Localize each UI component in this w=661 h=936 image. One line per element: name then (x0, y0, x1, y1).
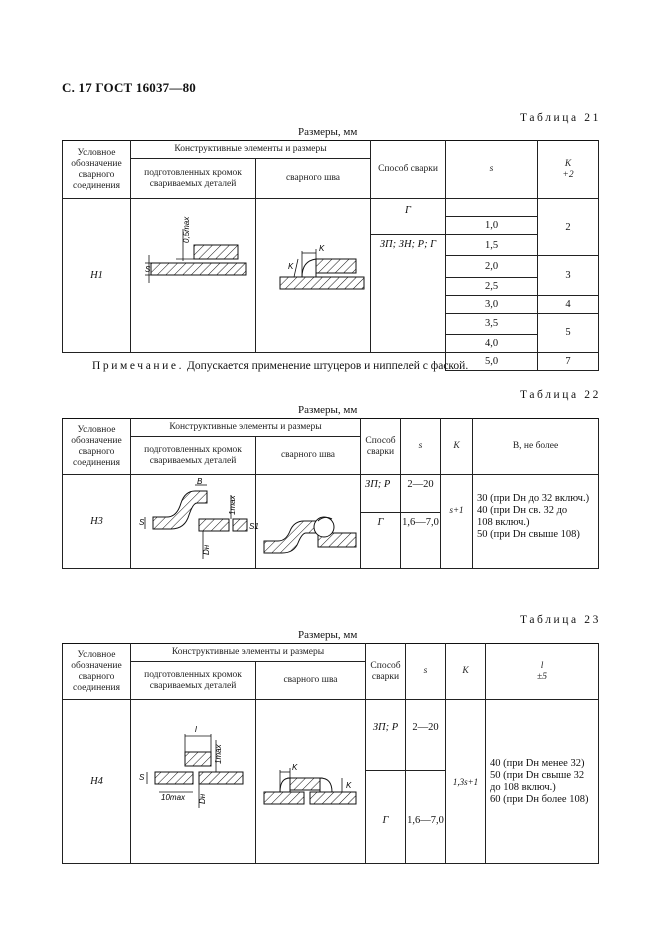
weld-header: сварного шва (256, 662, 366, 700)
method-zp-r: ЗП; Р (366, 700, 406, 771)
b-line: 50 (при Dн свыше 108) (477, 529, 580, 540)
l-cell (486, 700, 599, 864)
k-header: K (441, 419, 473, 475)
k-cell: 7 (538, 353, 599, 371)
page-header: С. 17 ГОСТ 16037—80 (62, 80, 196, 95)
weld-header: сварного шва (256, 159, 371, 199)
k-cell: 1,3s+1 (446, 700, 486, 864)
prepared-edges-header: подготовленных кромок свариваемых деталей (131, 159, 256, 199)
s-cell: 3,5 (446, 313, 538, 334)
prepared-edges-drawing (131, 199, 256, 353)
s-cell: 3,0 (446, 295, 538, 313)
k-cell: 4 (538, 295, 599, 313)
k-header: K +2 (538, 141, 599, 199)
svg-text:S1: S1 (249, 522, 259, 531)
joint-code: Н3 (63, 475, 131, 569)
b-cell (473, 475, 599, 569)
svg-text:Dн: Dн (202, 544, 211, 555)
joint-code: Н1 (63, 199, 131, 353)
b-line: 30 (при Dн до 32 включ.) (477, 493, 590, 504)
svg-text:1max: 1max (214, 744, 223, 764)
s-cell: 4,0 (446, 335, 538, 353)
k-label: K (319, 244, 325, 253)
s-header: s (401, 419, 441, 475)
struct-elements-header: Конструктивные элементы и размеры (131, 141, 371, 159)
k-cell: s+1 (441, 475, 473, 569)
k-header: K (446, 644, 486, 700)
edges-drawing-h3 (131, 475, 259, 565)
s-header: s (446, 141, 538, 199)
s-cell: 2,5 (446, 277, 538, 295)
svg-text:B: B (197, 477, 203, 486)
weld-drawing (256, 199, 371, 353)
svg-text:S: S (145, 265, 151, 274)
prepared-edges-drawing (131, 475, 259, 569)
method-zp-r: ЗП; Р (361, 475, 401, 513)
table21-caption: Таблица 21 (520, 112, 601, 124)
designation-header: Условное обозначение сварного соединения (63, 644, 131, 700)
edges-drawing-h1 (131, 199, 256, 349)
svg-text:Dн: Dн (198, 793, 207, 804)
l-line: 40 (при Dн менее 32) (490, 757, 585, 769)
svg-text:S: S (139, 773, 145, 782)
b-line: 108 включ.) (477, 517, 530, 528)
svg-text:l: l (195, 725, 197, 734)
weld-drawing-h4 (256, 700, 366, 860)
k-cell: 2 (538, 199, 599, 256)
method-group: ЗП; ЗН; Р; Г (371, 235, 446, 353)
method-header: Способ сварки (371, 141, 446, 199)
svg-text:S: S (139, 518, 145, 527)
l-line: 50 (при Dн свыше 32 (490, 769, 585, 781)
weld-header: сварного шва (256, 437, 361, 475)
prepared-edges-header: подготовленных кромок свариваемых деталей (131, 437, 256, 475)
edges-drawing-h4 (131, 700, 256, 860)
table22-caption: Таблица 22 (520, 389, 601, 401)
struct-elements-header: Конструктивные элементы и размеры (131, 419, 361, 437)
note: Примечание. Допускается применение штуцеров и ниппелей с фаской. (92, 360, 469, 372)
method-g: Г (371, 199, 446, 235)
k-cell: 3 (538, 256, 599, 295)
weld-drawing-h3 (256, 475, 361, 565)
designation-header: Условное обозначение сварного соединения (63, 141, 131, 199)
s-cell: 2—20 (406, 700, 446, 771)
table23-caption: Таблица 23 (520, 614, 601, 626)
prepared-edges-drawing (131, 700, 256, 864)
table-23 (62, 643, 599, 864)
table22-units: Размеры, мм (298, 404, 358, 416)
method-g: Г (361, 512, 401, 568)
table21-units: Размеры, мм (298, 126, 358, 138)
svg-text:K: K (292, 763, 298, 772)
weld-drawing (256, 700, 366, 864)
svg-text:1max: 1max (228, 495, 237, 515)
s-header: s (406, 644, 446, 700)
method-g: Г (366, 770, 406, 863)
struct-elements-header: Конструктивные элементы и размеры (131, 644, 366, 662)
l-line: 60 (при Dн более 108) (490, 793, 589, 805)
weld-drawing (256, 475, 361, 569)
l-header: l ±5 (486, 644, 599, 700)
method-header: Способ сварки (366, 644, 406, 700)
method-header: Способ сварки (361, 419, 401, 475)
table-22 (62, 418, 599, 569)
s-cell (446, 199, 538, 217)
table-21 (62, 140, 599, 371)
l-line: до 108 включ.) (490, 781, 556, 793)
weld-drawing-h1 (256, 199, 371, 349)
s-cell: 5,0 (446, 353, 538, 371)
s-cell: 1,5 (446, 235, 538, 256)
designation-header: Условное обозначение сварного соединения (63, 419, 131, 475)
svg-text:K: K (346, 781, 352, 790)
prepared-edges-header: подготовленных кромок свариваемых деталей (131, 662, 256, 700)
b-line: 40 (при Dн св. 32 до (477, 505, 568, 516)
joint-code: Н4 (63, 700, 131, 864)
s-cell: 1,6—7,0 (401, 512, 441, 568)
svg-text:10max: 10max (161, 793, 186, 802)
s-cell: 1,6—7,0 (406, 770, 446, 863)
svg-text:0,5max: 0,5max (182, 216, 191, 243)
s-cell: 1,0 (446, 217, 538, 235)
k-cell: 5 (538, 313, 599, 352)
b-header: B, не более (473, 419, 599, 475)
s-cell: 2,0 (446, 256, 538, 277)
table23-units: Размеры, мм (298, 629, 358, 641)
svg-text:K: K (288, 262, 294, 271)
s-cell: 2—20 (401, 475, 441, 513)
